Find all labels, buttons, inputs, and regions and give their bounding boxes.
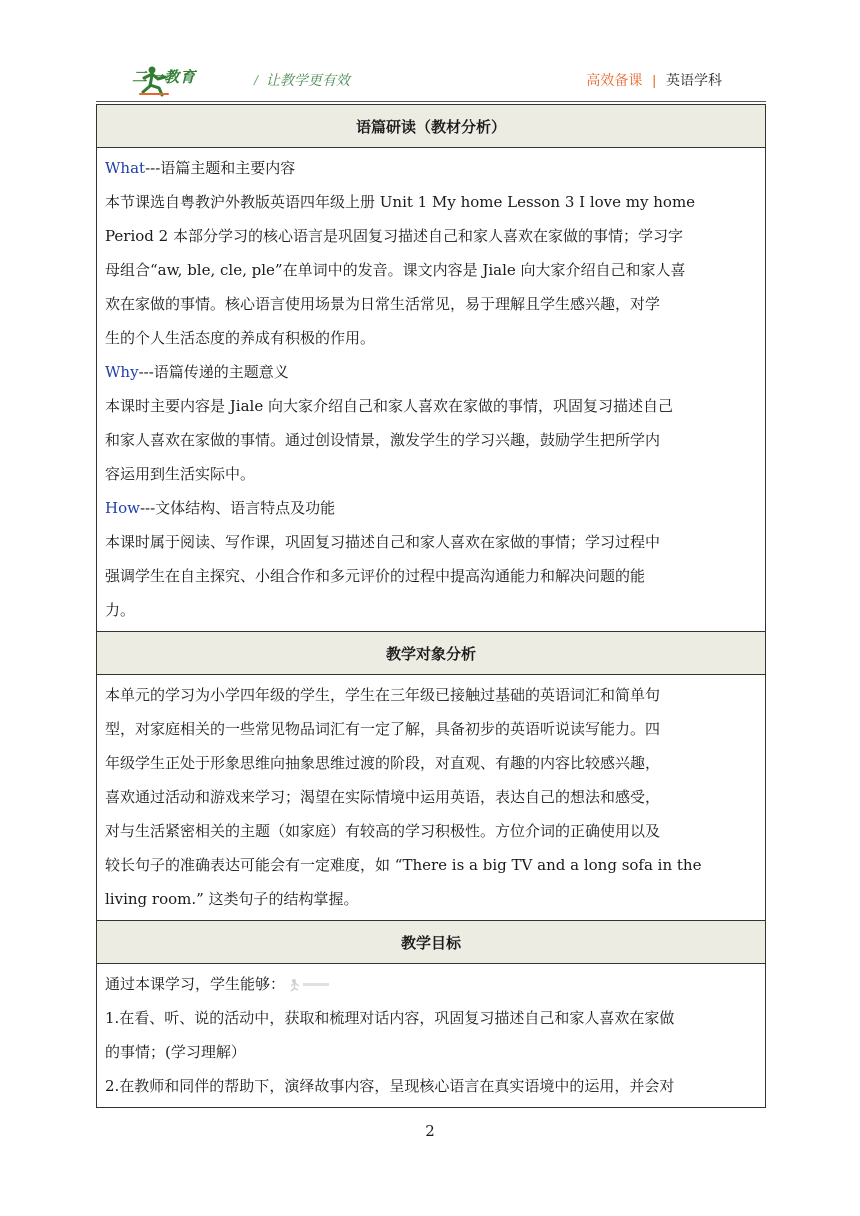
how-label: How — [105, 499, 140, 517]
body-line: 的事情；(学习理解） — [105, 1043, 246, 1061]
why-heading-text: ---语篇传递的主题意义 — [138, 363, 289, 381]
slogan-text: 让教学更有效 — [265, 72, 350, 88]
body-line: 1.在看、听、说的活动中，获取和梳理对话内容，巩固复习描述自己和家人喜欢在家做 — [105, 1009, 675, 1027]
body-line: 母组合“aw, ble, cle, ple”在单词中的发音。课文内容是 Jiale 向大家介绍自己和家人喜 — [105, 261, 686, 279]
logo-text: 二一教育 — [132, 69, 197, 86]
body-line: 生的个人生活态度的养成有积极的作用。 — [105, 329, 376, 347]
section-title-student-analysis: 教学对象分析 — [97, 632, 765, 675]
body-line: 本节课选自粤教沪外教版英语四年级上册 Unit 1 My home Lesson 3 I love my home — [105, 193, 696, 211]
body-line: 2.在教师和同伴的帮助下，演绎故事内容，呈现核心语言在真实语境中的运用，并会对 — [105, 1077, 675, 1095]
page-number: 2 — [425, 1122, 435, 1140]
lesson-table — [96, 104, 766, 1108]
header-labels — [586, 70, 722, 90]
objectives-intro: 通过本课学习，学生能够： — [105, 975, 286, 993]
section-body-objectives — [97, 964, 765, 1107]
watermark-logo-icon — [289, 978, 333, 992]
what-heading — [105, 151, 757, 185]
section-title-text-analysis: 语篇研读（教材分析） — [97, 105, 765, 148]
body-line: 本课时属于阅读、写作课，巩固复习描述自己和家人喜欢在家做的事情；学习过程中 — [105, 533, 661, 551]
slogan — [254, 70, 350, 90]
body-line: 容运用到生活实际中。 — [105, 465, 256, 483]
body-line: 喜欢通过活动和游戏来学习；渴望在实际情境中运用英语，表达自己的想法和感受， — [105, 788, 661, 806]
what-heading-text: ---语篇主题和主要内容 — [145, 159, 296, 177]
why-heading — [105, 355, 757, 389]
section-title-objectives: 教学目标 — [97, 921, 765, 964]
why-label: Why — [105, 363, 139, 381]
how-heading — [105, 491, 757, 525]
body-line: 年级学生正处于形象思维向抽象思维过渡的阶段，对直观、有趣的内容比较感兴趣， — [105, 754, 661, 772]
body-line: 对与生活紧密相关的主题（如家庭）有较高的学习积极性。方位介词的正确使用以及 — [105, 822, 661, 840]
slogan-slash: / — [254, 72, 258, 88]
body-line: 欢在家做的事情。核心语言使用场景为日常生活常见，易于理解且学生感兴趣，对学 — [105, 295, 661, 313]
page-header — [96, 58, 766, 102]
body-line: 力。 — [105, 601, 136, 619]
body-line: 较长句子的准确表达可能会有一定难度，如 “There is a big TV and a long sofa in the — [105, 856, 702, 874]
body-line: 强调学生在自主探究、小组合作和多元评价的过程中提高沟通能力和解决问题的能 — [105, 567, 646, 585]
header-separator: | — [652, 72, 656, 88]
objectives-intro-line — [105, 967, 757, 1001]
how-heading-text: ---文体结构、语言特点及功能 — [139, 499, 336, 517]
body-line: living room.” 这类句子的结构掌握。 — [105, 890, 359, 908]
section-body-text-analysis — [97, 148, 765, 632]
body-line: 本课时主要内容是 Jiale 向大家介绍自己和家人喜欢在家做的事情，巩固复习描述自己 — [105, 397, 673, 415]
what-label: What — [105, 159, 146, 177]
body-line: 本单元的学习为小学四年级的学生，学生在三年级已接触过基础的英语词汇和简单句 — [105, 686, 661, 704]
body-line: Period 2 本部分学习的核心语言是巩固复习描述自己和家人喜欢在家做的事情；学习字 — [105, 227, 683, 245]
body-line: 型，对家庭相关的一些常见物品词汇有一定了解，具备初步的英语听说读写能力。四 — [105, 720, 661, 738]
header-label-subject: 英语学科 — [666, 72, 722, 88]
header-label-efficient: 高效备课 — [586, 72, 643, 88]
body-line: 和家人喜欢在家做的事情。通过创设情景，激发学生的学习兴趣，鼓励学生把所学内 — [105, 431, 661, 449]
section-body-student-analysis — [97, 675, 765, 921]
header-divider — [96, 101, 766, 102]
